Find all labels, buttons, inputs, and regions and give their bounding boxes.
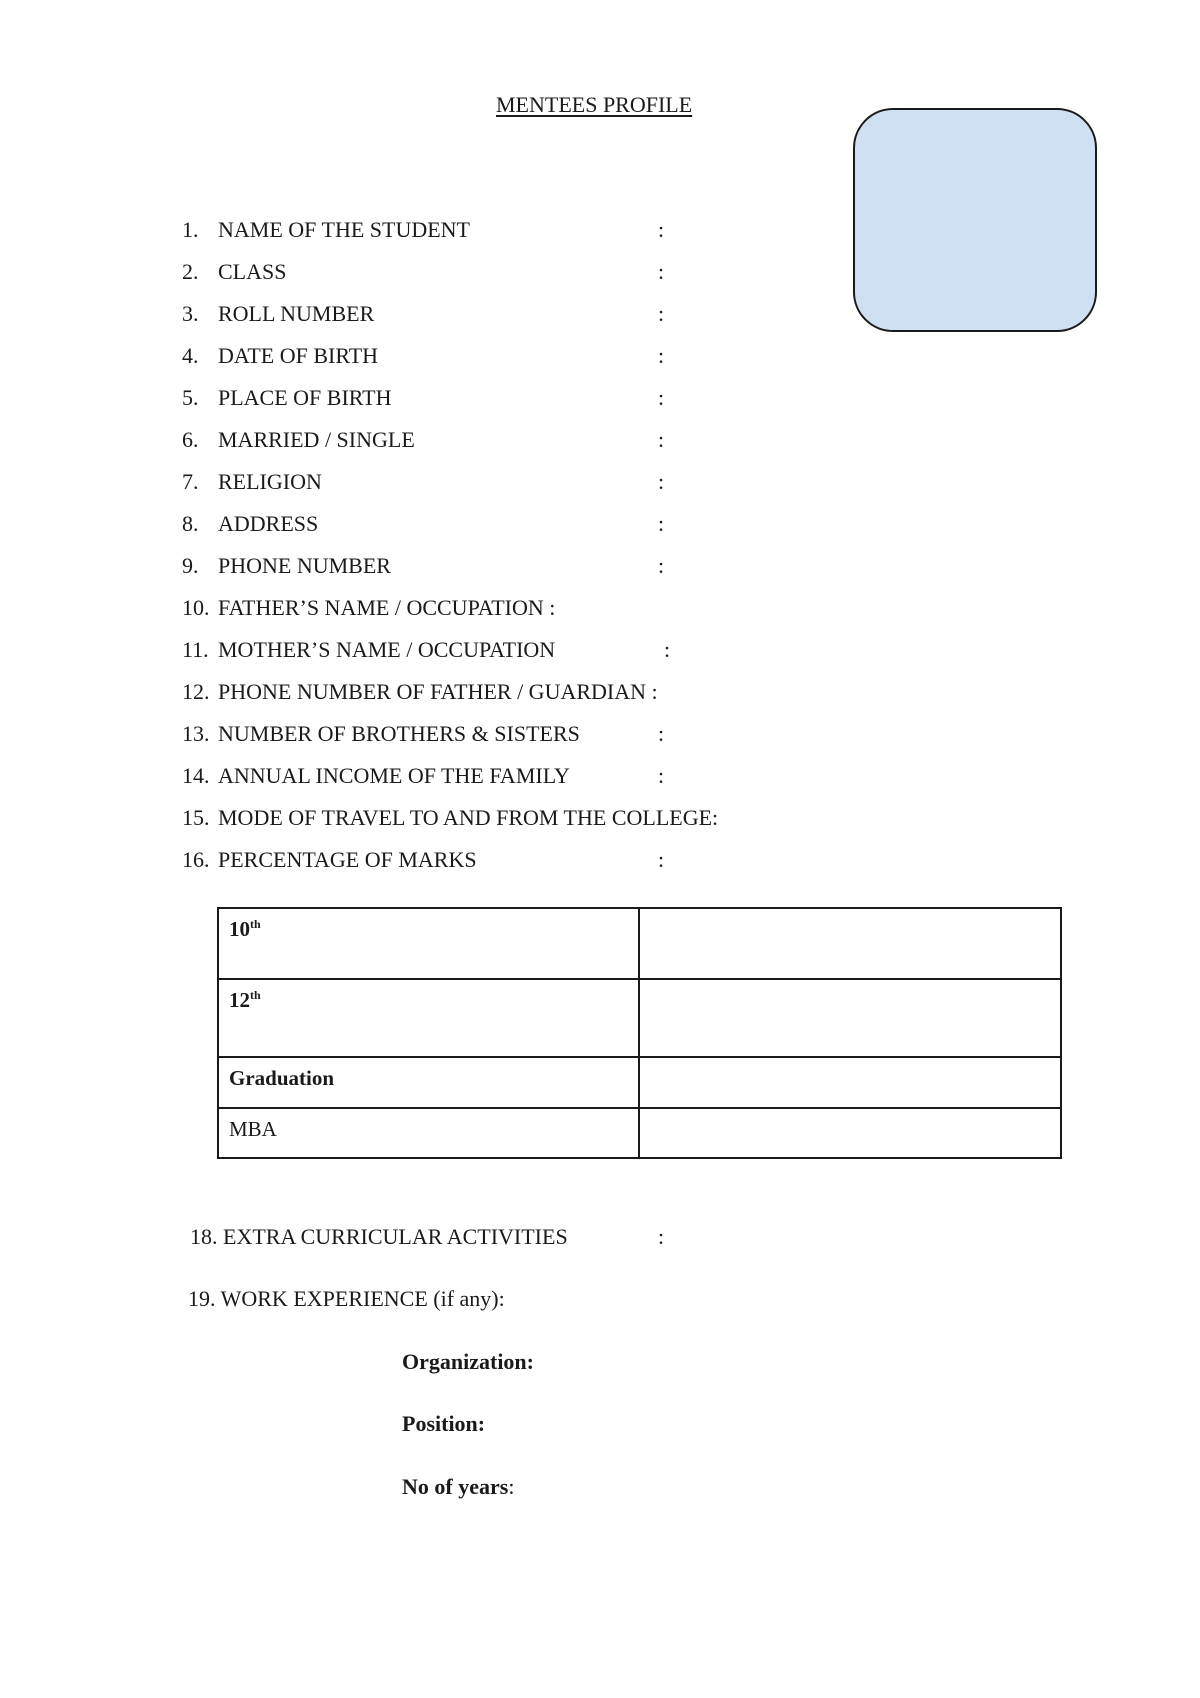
position-label: Position: bbox=[402, 1411, 486, 1436]
field-label: MOTHER’S NAME / OCCUPATION bbox=[218, 637, 556, 662]
work-experience-label: 19. WORK EXPERIENCE (if any): bbox=[188, 1286, 505, 1311]
field-label: PHONE NUMBER bbox=[218, 553, 391, 578]
field-number: 12. bbox=[182, 679, 210, 704]
field-number: 3. bbox=[182, 301, 199, 326]
field-label: ROLL NUMBER bbox=[218, 301, 375, 326]
field-number: 9. bbox=[182, 553, 199, 578]
field-number: 7. bbox=[182, 469, 199, 494]
field-colon: : bbox=[658, 217, 665, 242]
table-row bbox=[218, 908, 1061, 979]
field-colon: : bbox=[658, 1224, 665, 1249]
field-label: PLACE OF BIRTH bbox=[218, 385, 392, 410]
field-label: ADDRESS bbox=[218, 511, 319, 536]
field-label: CLASS bbox=[218, 259, 287, 284]
row-label: 10 bbox=[229, 917, 250, 941]
field-colon: : bbox=[658, 385, 665, 410]
field-number: 10. bbox=[182, 595, 210, 620]
field-number: 4. bbox=[182, 343, 199, 368]
field-colon: : bbox=[508, 1474, 515, 1499]
field-label: PHONE NUMBER OF FATHER / GUARDIAN : bbox=[218, 679, 658, 704]
photo-placeholder bbox=[853, 108, 1097, 332]
ordinal-suffix: th bbox=[250, 917, 261, 931]
marks-table bbox=[217, 907, 1062, 1159]
field-colon: : bbox=[658, 847, 665, 872]
field-label: MODE OF TRAVEL TO AND FROM THE COLLEGE: bbox=[218, 805, 719, 830]
field-label: MARRIED / SINGLE bbox=[218, 427, 415, 452]
field-colon: : bbox=[658, 427, 665, 452]
field-colon: : bbox=[658, 763, 665, 788]
field-colon: : bbox=[658, 553, 665, 578]
years-label: No of years bbox=[402, 1474, 509, 1499]
table-cell-value[interactable] bbox=[639, 1057, 1061, 1108]
field-number: 1. bbox=[182, 217, 199, 242]
field-label: NUMBER OF BROTHERS & SISTERS bbox=[218, 721, 580, 746]
table-cell-value[interactable] bbox=[639, 1108, 1061, 1158]
field-colon: : bbox=[658, 343, 665, 368]
field-colon: : bbox=[664, 637, 671, 662]
field-label: RELIGION bbox=[218, 469, 322, 494]
field-number: 14. bbox=[182, 763, 210, 788]
table-cell-label: MBA bbox=[218, 1108, 639, 1158]
field-colon: : bbox=[658, 511, 665, 536]
table-cell-value[interactable] bbox=[639, 908, 1061, 979]
page-title: MENTEES PROFILE bbox=[496, 92, 693, 117]
table-cell-value[interactable] bbox=[639, 979, 1061, 1057]
field-label: FATHER’S NAME / OCCUPATION : bbox=[218, 595, 556, 620]
row-label: 12 bbox=[229, 988, 250, 1012]
extra-curricular-label: 18. EXTRA CURRICULAR ACTIVITIES bbox=[190, 1224, 568, 1249]
field-label: DATE OF BIRTH bbox=[218, 343, 379, 368]
years-field bbox=[402, 1471, 514, 1503]
field-colon: : bbox=[658, 721, 665, 746]
field-number: 11. bbox=[182, 637, 209, 662]
table-cell-label bbox=[218, 908, 639, 979]
field-colon: : bbox=[658, 301, 665, 326]
table-row bbox=[218, 1108, 1061, 1158]
field-colon: : bbox=[658, 259, 665, 284]
field-label: PERCENTAGE OF MARKS bbox=[218, 847, 477, 872]
field-label: NAME OF THE STUDENT bbox=[218, 217, 470, 242]
table-row bbox=[218, 979, 1061, 1057]
field-number: 15. bbox=[182, 805, 210, 830]
table-cell-label: Graduation bbox=[218, 1057, 639, 1108]
table-cell-label bbox=[218, 979, 639, 1057]
field-number: 16. bbox=[182, 847, 210, 872]
organization-label: Organization: bbox=[402, 1349, 534, 1374]
field-number: 6. bbox=[182, 427, 199, 452]
ordinal-suffix: th bbox=[250, 988, 261, 1002]
field-label: ANNUAL INCOME OF THE FAMILY bbox=[218, 763, 570, 788]
field-number: 2. bbox=[182, 259, 199, 284]
extra-curricular-item bbox=[190, 1221, 665, 1253]
field-number: 13. bbox=[182, 721, 210, 746]
field-number: 8. bbox=[182, 511, 199, 536]
table-row bbox=[218, 1057, 1061, 1108]
field-number: 5. bbox=[182, 385, 199, 410]
field-colon: : bbox=[658, 469, 665, 494]
